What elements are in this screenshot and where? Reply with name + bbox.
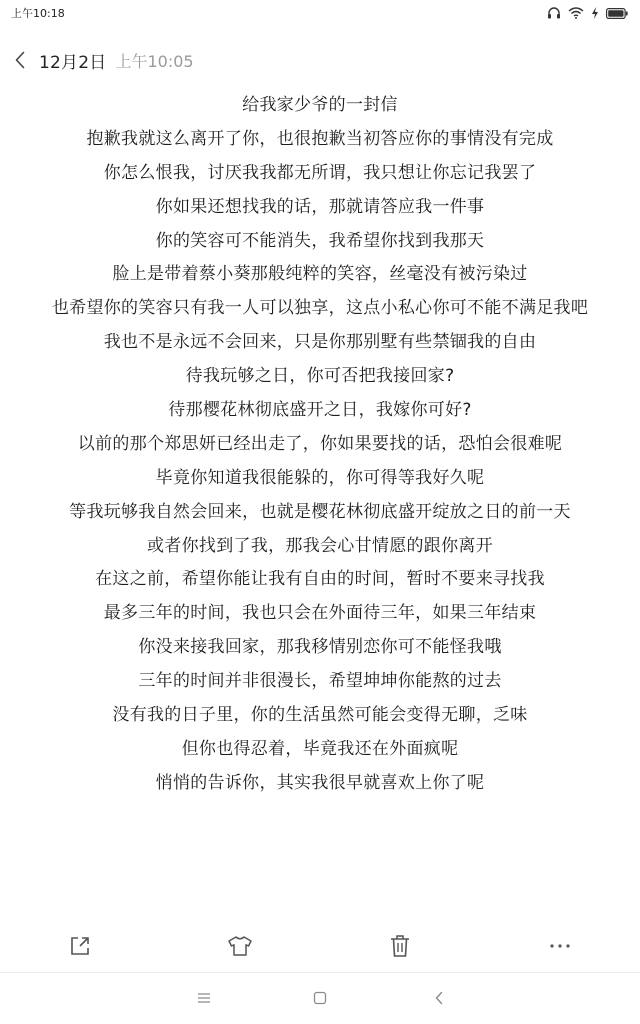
note-line: 最多三年的时间，我也只会在外面待三年，如果三年结束 xyxy=(103,603,537,624)
note-line: 但你也得忍着，毕竟我还在外面疯呢 xyxy=(181,738,459,759)
note-line: 待我玩够之日，你可否把我接回家? xyxy=(185,366,455,387)
more-icon xyxy=(549,943,571,949)
note-date: 12月2日 xyxy=(39,52,107,73)
home-icon xyxy=(313,991,327,1005)
back-icon xyxy=(434,991,444,1005)
share-icon xyxy=(69,935,91,957)
more-button[interactable] xyxy=(542,928,578,964)
menu-button[interactable] xyxy=(189,985,219,1011)
note-line: 给我家少爷的一封信 xyxy=(242,95,398,115)
theme-button[interactable] xyxy=(222,928,258,964)
system-back-button[interactable] xyxy=(424,985,454,1011)
delete-icon xyxy=(389,934,411,958)
status-icons xyxy=(547,7,628,19)
battery-icon xyxy=(606,8,628,19)
home-button[interactable] xyxy=(305,985,335,1011)
back-button[interactable] xyxy=(5,45,35,75)
note-time: 上午10:05 xyxy=(115,51,194,71)
note-line: 在这之前，希望你能让我有自由的时间，暂时不要来寻找我 xyxy=(95,569,545,590)
note-line: 悄悄的告诉你，其实我很早就喜欢上你了呢 xyxy=(155,772,485,793)
theme-shirt-icon xyxy=(227,935,253,957)
menu-icon xyxy=(197,992,211,1004)
note-toolbar xyxy=(0,928,640,964)
note-line: 你的笑容可不能消失，我希望你找到我那天 xyxy=(155,230,485,251)
note-line: 或者你找到了我，那我会心甘情愿的跟你离开 xyxy=(147,535,493,556)
charging-icon xyxy=(591,7,599,19)
note-line: 你如果还想找我的话，那就请答应我一件事 xyxy=(155,196,485,217)
status-bar xyxy=(0,0,640,26)
note-line: 待那樱花林彻底盛开之日，我嫁你可好? xyxy=(168,400,472,421)
note-line: 没有我的日子里，你的生活虽然可能会变得无聊，乏味 xyxy=(112,705,528,726)
system-nav-bar xyxy=(0,973,640,1024)
note-line: 你没来接我回家，那我移情别恋你可不能怪我哦 xyxy=(138,637,502,658)
note-header xyxy=(0,44,640,76)
note-line: 毕竟你知道我很能躲的，你可得等我好久呢 xyxy=(155,467,485,488)
note-content[interactable] xyxy=(0,89,640,801)
headphones-icon xyxy=(547,7,561,19)
note-line: 脸上是带着蔡小葵那般纯粹的笑容，丝毫没有被污染过 xyxy=(112,264,528,285)
note-line: 等我玩够我自然会回来，也就是樱花林彻底盛开绽放之日的前一天 xyxy=(69,501,571,522)
note-line: 抱歉我就这么离开了你，也很抱歉当初答应你的事情没有完成 xyxy=(86,128,554,149)
status-time: 上午10:18 xyxy=(11,7,65,20)
delete-button[interactable] xyxy=(382,928,418,964)
wifi-icon xyxy=(568,7,584,19)
note-line: 以前的那个郑思妍已经出走了，你如果要找的话，恐怕会很难呢 xyxy=(77,433,563,454)
note-line: 你怎么恨我，讨厌我我都无所谓，我只想让你忘记我罢了 xyxy=(103,162,537,183)
chevron-left-icon xyxy=(14,51,26,69)
note-line: 三年的时间并非很漫长，希望坤坤你能熬的过去 xyxy=(138,671,502,692)
share-button[interactable] xyxy=(62,928,98,964)
note-line: 也希望你的笑容只有我一人可以独享，这点小私心你可不能不满足我吧 xyxy=(51,298,589,319)
note-line: 我也不是永远不会回来，只是你那别墅有些禁锢我的自由 xyxy=(103,332,537,353)
